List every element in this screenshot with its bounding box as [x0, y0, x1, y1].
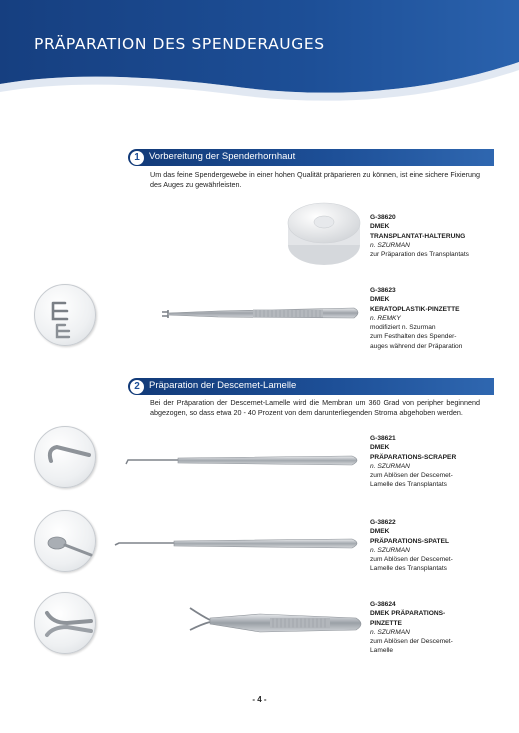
product-g38620 — [370, 213, 510, 259]
product-author: n. SZURMAN — [370, 546, 410, 554]
transplant-holder-image — [284, 193, 364, 271]
product-g38622 — [370, 518, 510, 574]
product-code: G-38623 — [370, 287, 396, 294]
section-2-title: Präparation der Descemet-Lamelle — [149, 380, 297, 391]
spatula-image — [112, 532, 367, 558]
product-name: PRÄPARATIONS-SCRAPER — [370, 453, 457, 461]
product-code: G-38621 — [370, 435, 396, 442]
preparation-forceps-image — [180, 600, 370, 642]
detail-preparation-forceps-tip — [34, 592, 96, 654]
detail-forceps-tip — [34, 284, 96, 346]
product-name: KERATOPLASTIK-PINZETTE — [370, 305, 460, 313]
product-description: Lamelle des Transplantats — [370, 565, 447, 573]
page-title: PRÄPARATION DES SPENDERAUGES — [34, 35, 325, 53]
product-author: n. REMKY — [370, 314, 401, 322]
product-description: zum Ablösen der Descemet- — [370, 638, 453, 646]
scraper-image — [122, 446, 367, 476]
product-name: DMEK — [370, 296, 390, 304]
product-name: TRANSPLANTAT-HALTERUNG — [370, 232, 466, 240]
product-description: zum Festhalten des Spender- — [370, 333, 457, 341]
detail-scraper-tip — [34, 426, 96, 488]
product-description: zur Präparation des Transplantats — [370, 251, 469, 259]
keratoplasty-forceps-image — [158, 300, 368, 330]
product-name: DMEK — [370, 444, 390, 452]
product-g38621 — [370, 434, 510, 490]
product-author: n. SZURMAN — [370, 241, 410, 249]
section-1-header — [128, 149, 494, 166]
product-author: n. SZURMAN — [370, 628, 410, 636]
section-1-number: 1 — [130, 151, 144, 165]
product-description: Lamelle des Transplantats — [370, 481, 447, 489]
product-author: n. SZURMAN — [370, 462, 410, 470]
product-name: PRÄPARATIONS-SPATEL — [370, 537, 450, 545]
product-g38623 — [370, 286, 510, 351]
product-code: G-38622 — [370, 519, 396, 526]
product-name: DMEK — [370, 528, 390, 536]
product-description: zum Ablösen der Descemet- — [370, 472, 453, 480]
product-code: G-38624 — [370, 601, 396, 608]
section-2-header — [128, 378, 494, 395]
product-name: DMEK — [370, 223, 390, 231]
product-description: zum Ablösen der Descemet- — [370, 556, 453, 564]
product-description: modifiziert n. Szurman — [370, 324, 436, 332]
product-code: G-38620 — [370, 214, 396, 221]
section-1-title: Vorbereitung der Spenderhornhaut — [149, 151, 296, 162]
product-name: DMEK PRÄPARATIONS- — [370, 610, 446, 618]
product-g38624 — [370, 600, 510, 656]
page-number: - 4 - — [252, 695, 267, 704]
product-description: auges während der Präparation — [370, 342, 463, 350]
detail-spatula-tip — [34, 510, 96, 572]
section-2-number: 2 — [130, 380, 144, 394]
product-description: Lamelle — [370, 647, 394, 655]
section-2-intro: Bei der Präparation der Descemet-Lamelle wird die Membran um 360 Grad von peripher beginnend abgezogen, so dass etwa 20 - 40 Prozent von dem darunterliegenden Stroma abgehoben werden. — [150, 398, 480, 417]
section-1-intro: Um das feine Spendergewebe in einer hohen Qualität präparieren zu können, ist eine sichere Fixierung des Auges zu gewährleisten. — [150, 170, 480, 189]
header-wave-background — [0, 0, 519, 110]
product-name: PINZETTE — [370, 619, 402, 627]
page-header — [0, 0, 519, 110]
